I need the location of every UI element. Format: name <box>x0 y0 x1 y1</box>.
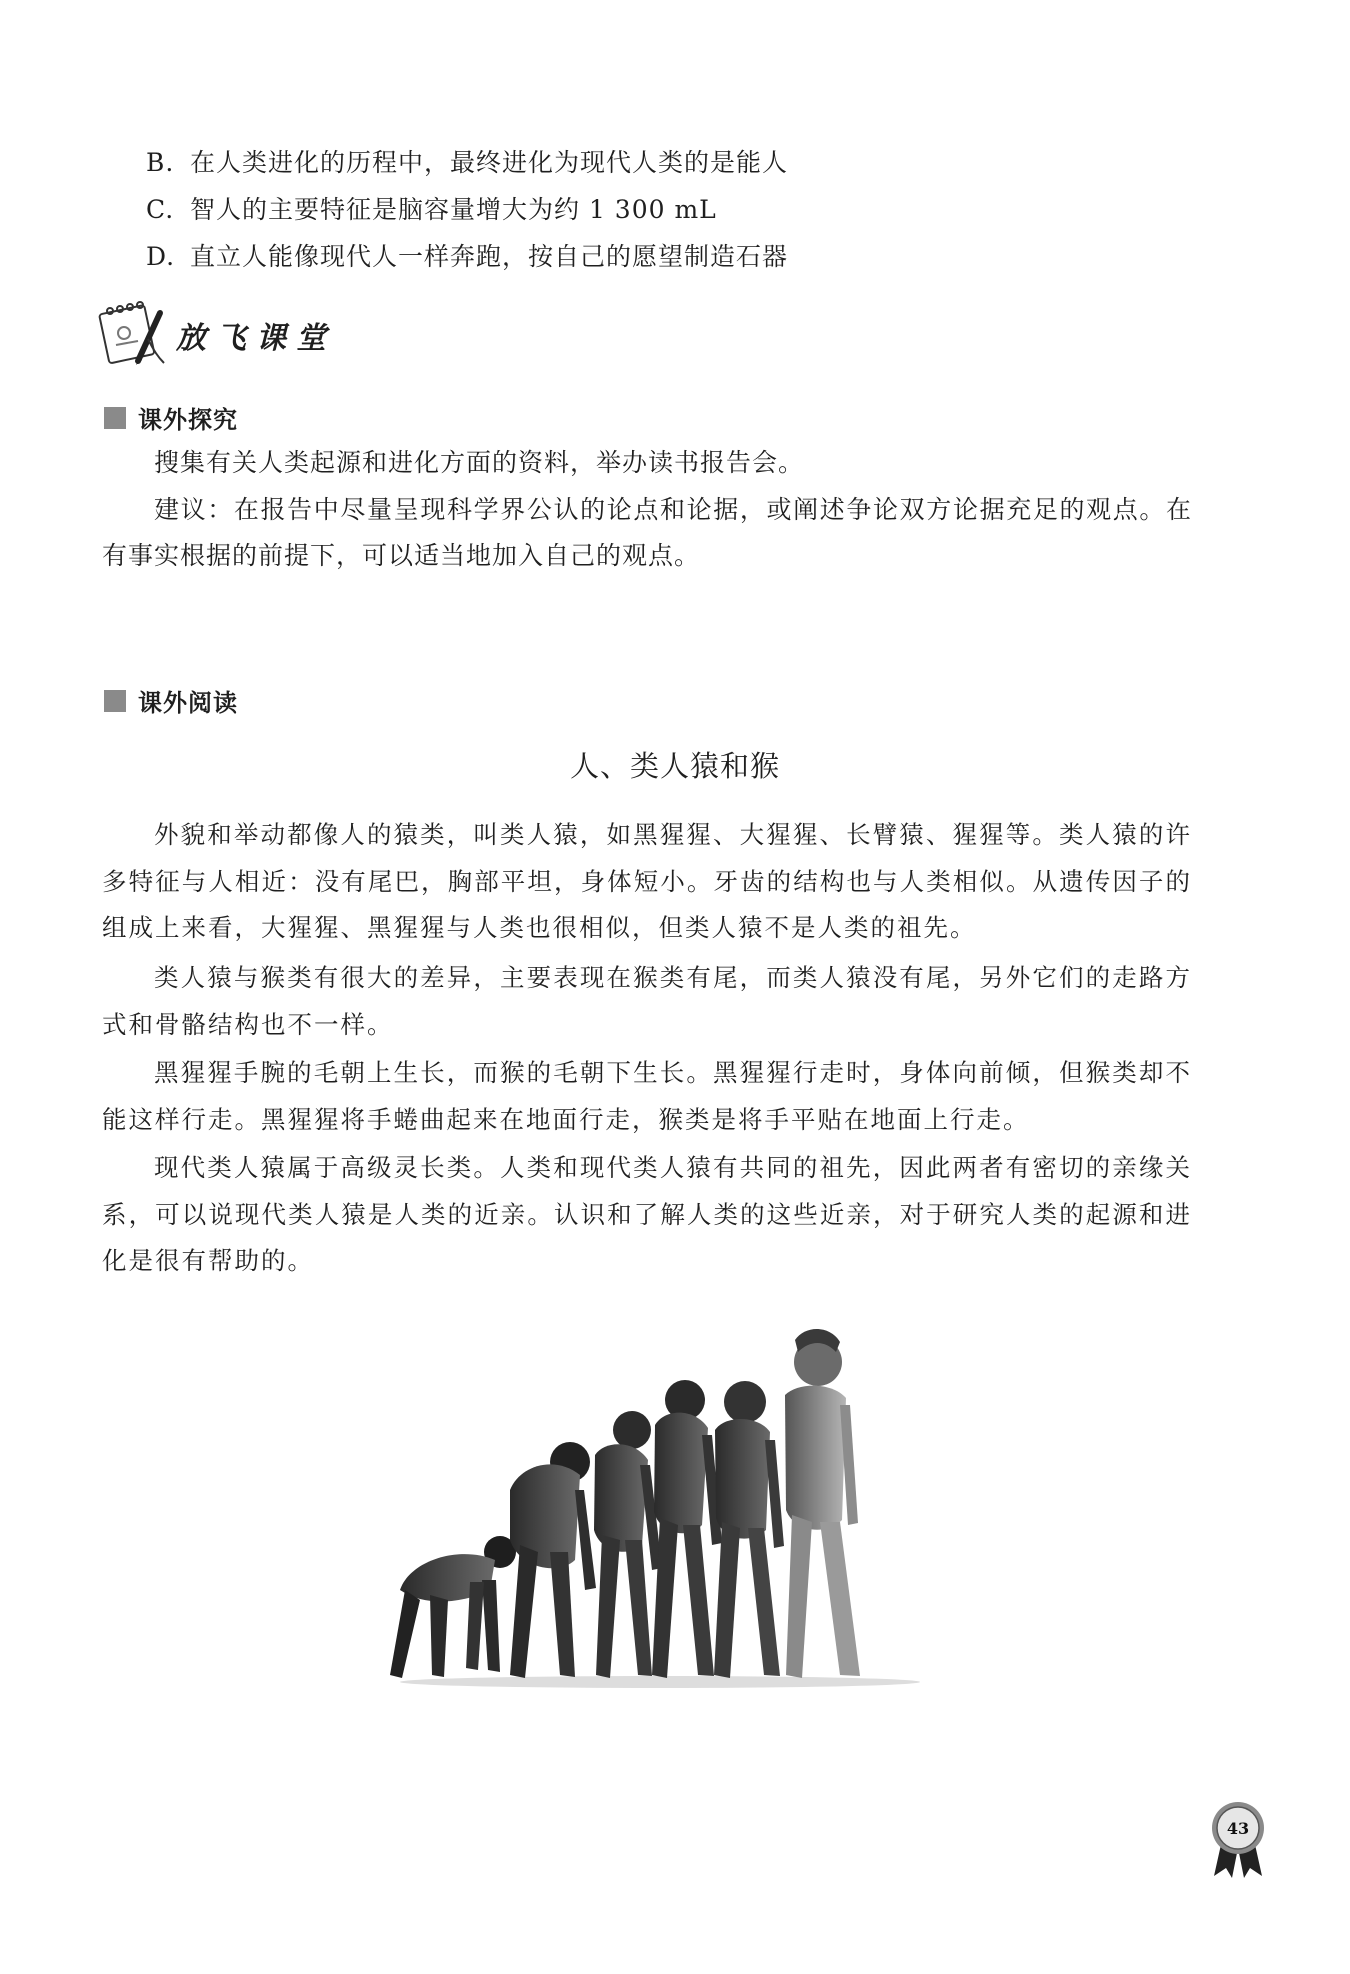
early-hominid-figure <box>594 1411 662 1678</box>
section-heading-text: 课外探究 <box>138 406 238 434</box>
option-text: 在人类进化的历程中，最终进化为现代人类的是能人 <box>190 148 789 177</box>
ape-figure <box>390 1536 516 1678</box>
option-letter: D. <box>146 242 176 271</box>
option-letter: C. <box>146 195 175 224</box>
human-evolution-illustration <box>370 1290 930 1700</box>
section-heading-reading <box>104 683 238 718</box>
reading-title: 人、类人猿和猴 <box>569 749 780 783</box>
notebook-pencil-icon <box>98 301 168 369</box>
reading-paragraph-2: 类人猿与猴类有很大的差异，主要表现在猴类有尾，而类人猿没有尾，另外它们的走路方式和骨骼结构也不一样。 <box>102 963 1192 1039</box>
option-letter: B. <box>146 148 175 177</box>
section-square-icon <box>104 690 126 712</box>
reading-paragraph-3: 黑猩猩手腕的毛朝上生长，而猴的毛朝下生长。黑猩猩行走时，身体向前倾，但猴类却不能这样行走。黑猩猩将手蜷曲起来在地面行走，猴类是将手平贴在地面上行走。 <box>102 1058 1192 1134</box>
section-square-icon <box>104 407 126 429</box>
australopithecus-figure <box>652 1380 722 1678</box>
inquiry-paragraph-1: 搜集有关人类起源和进化方面的资料，举办读书报告会。 <box>154 448 805 477</box>
option-text: 直立人能像现代人一样奔跑，按自己的愿望制造石器 <box>190 242 789 271</box>
option-text: 智人的主要特征是脑容量增大为约 1 300 mL <box>190 195 717 224</box>
reading-paragraph-4: 现代类人猿属于高级灵长类。人类和现代类人猿有共同的祖先，因此两者有密切的亲缘关系，可以说现代类人猿是人类的近亲。认识和了解人类的这些近亲，对于研究人类的起源和进化是很有帮助的。 <box>102 1153 1192 1275</box>
hunched-ape-figure <box>510 1442 596 1678</box>
option-b <box>146 146 788 180</box>
page-number-badge <box>1208 1800 1268 1884</box>
banner-title: 放飞课堂 <box>176 321 336 356</box>
inquiry-paragraph-2: 建议：在报告中尽量呈现科学界公认的论点和论据，或阐述争论双方论据充足的观点。在有事实根据的前提下，可以适当地加入自己的观点。 <box>102 495 1192 570</box>
page-number: 43 <box>1226 1819 1250 1838</box>
rosette-icon <box>1208 1800 1268 1880</box>
section-heading-inquiry <box>104 400 238 435</box>
homo-erectus-figure <box>714 1381 784 1678</box>
section-banner <box>98 300 336 370</box>
option-c <box>146 193 717 227</box>
reading-paragraph-1: 外貌和举动都像人的猿类，叫类人猿，如黑猩猩、大猩猩、长臂猿、猩猩等。类人猿的许多特征与人相近：没有尾巴，胸部平坦，身体短小。牙齿的结构也与人类相似。从遗传因子的组成上来看，大猩猩、黑猩猩与人类也很相似，但类人猿不是人类的祖先。 <box>102 820 1192 942</box>
section-heading-text: 课外阅读 <box>138 689 238 717</box>
option-d <box>146 240 788 274</box>
modern-human-figure <box>785 1329 860 1678</box>
